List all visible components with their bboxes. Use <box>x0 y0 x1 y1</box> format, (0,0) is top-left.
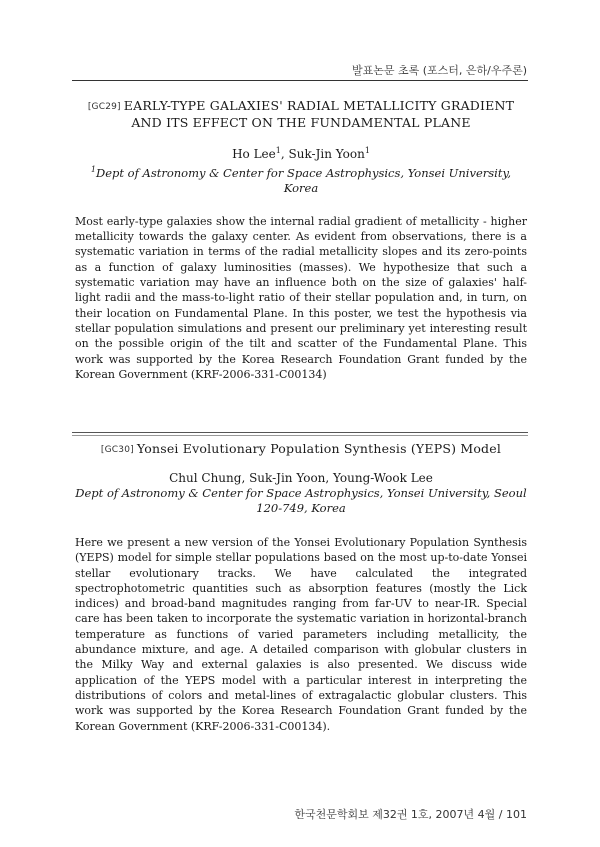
abstract-code: [GC29] <box>87 102 121 112</box>
affiliation-line-1: Dept of Astronomy & Center for Space Astrophysics, Yonsei University, Seoul <box>75 486 527 500</box>
author-name: Ho Lee <box>232 147 276 161</box>
abstract-title <box>75 98 527 131</box>
abstract-body: Most early-type galaxies show the internal radial gradient of metallicity - higher metallicity towards the galaxy center. As evident from observations, there is a systematic variation in terms of the radial metallicity slopes and its zero-points as a function of galaxy luminosities (masses). We hypothesize that such a systematic variation may have an influence both on the size of galaxies' half-light radii and the mass-to-light ratio of their stellar population and, in turn, on their location on Fundamental Plane. In this poster, we test the hypothesis via stellar population simulations and present our preliminary yet interesting result on the possible origin of the tilt and scatter of the Fundamental Plane. This work was supported by the Korea Research Foundation Grant funded by the Korean Government (KRF-2006-331-C00134) <box>75 214 527 381</box>
title-text: Yonsei Evolutionary Population Synthesis (YEPS) Model <box>136 441 502 456</box>
affiliation <box>75 486 527 516</box>
affiliation-marker: 1 <box>275 146 281 155</box>
abstract-gc30 <box>75 441 527 734</box>
abstract-code: [GC30] <box>100 445 134 455</box>
abstract-gc29 <box>75 98 527 382</box>
affiliation-line-2: 120-749, Korea <box>256 501 346 515</box>
affiliation-marker: 1 <box>364 146 370 155</box>
author-list: Ho Lee$^1$, Suk-Jin Yoon$^1$ <box>232 146 370 161</box>
section-divider <box>72 432 528 433</box>
abstract-title <box>75 441 527 458</box>
abstract-body: Here we present a new version of the Yonsei Evolutionary Population Synthesis (YEPS) model for simple stellar populations based on the most up-to-date Yonsei stellar evolutionary tracks. We have calculated the integrated spectrophotometric quantities such as absorption features (mostly the Lick indices) and broad-band magnitudes ranging from far-UV to near-IR. Special care has been taken to incorporate the systematic variation in horizontal-branch temperature as functions of varied parameters including metallicity, the abundance mixture, and age. A detailed comparison with globular clusters in the Milky Way and external galaxies is also presented. We discuss wide application of the YEPS model with a particular interest in interpreting the distributions of colors and metal-lines of extragalactic globular clusters. This work was supported by the Korea Research Foundation Grant funded by the Korean Government (KRF-2006-331-C00134). <box>75 536 527 733</box>
author-list: Chul Chung, Suk-Jin Yoon, Young-Wook Lee <box>169 471 433 485</box>
author-name: Suk-Jin Yoon <box>288 147 365 161</box>
affiliation-text: Dept of Astronomy & Center for Space Astrophysics, Yonsei University, Korea <box>96 165 512 195</box>
title-line-2: AND ITS EFFECT ON THE FUNDAMENTAL PLANE <box>131 115 471 130</box>
affiliation <box>75 162 527 196</box>
page-footer: 한국천문학회보 제32권 1호, 2007년 4월 / 101 <box>294 808 527 821</box>
affiliation-marker: 1 <box>90 165 97 174</box>
title-line-1: EARLY-TYPE GALAXIES' RADIAL METALLICITY GRADIENT <box>123 98 515 113</box>
running-header: 발표논문 초록 (포스터, 은하/우주론) <box>351 64 527 77</box>
header-rule <box>72 80 528 81</box>
